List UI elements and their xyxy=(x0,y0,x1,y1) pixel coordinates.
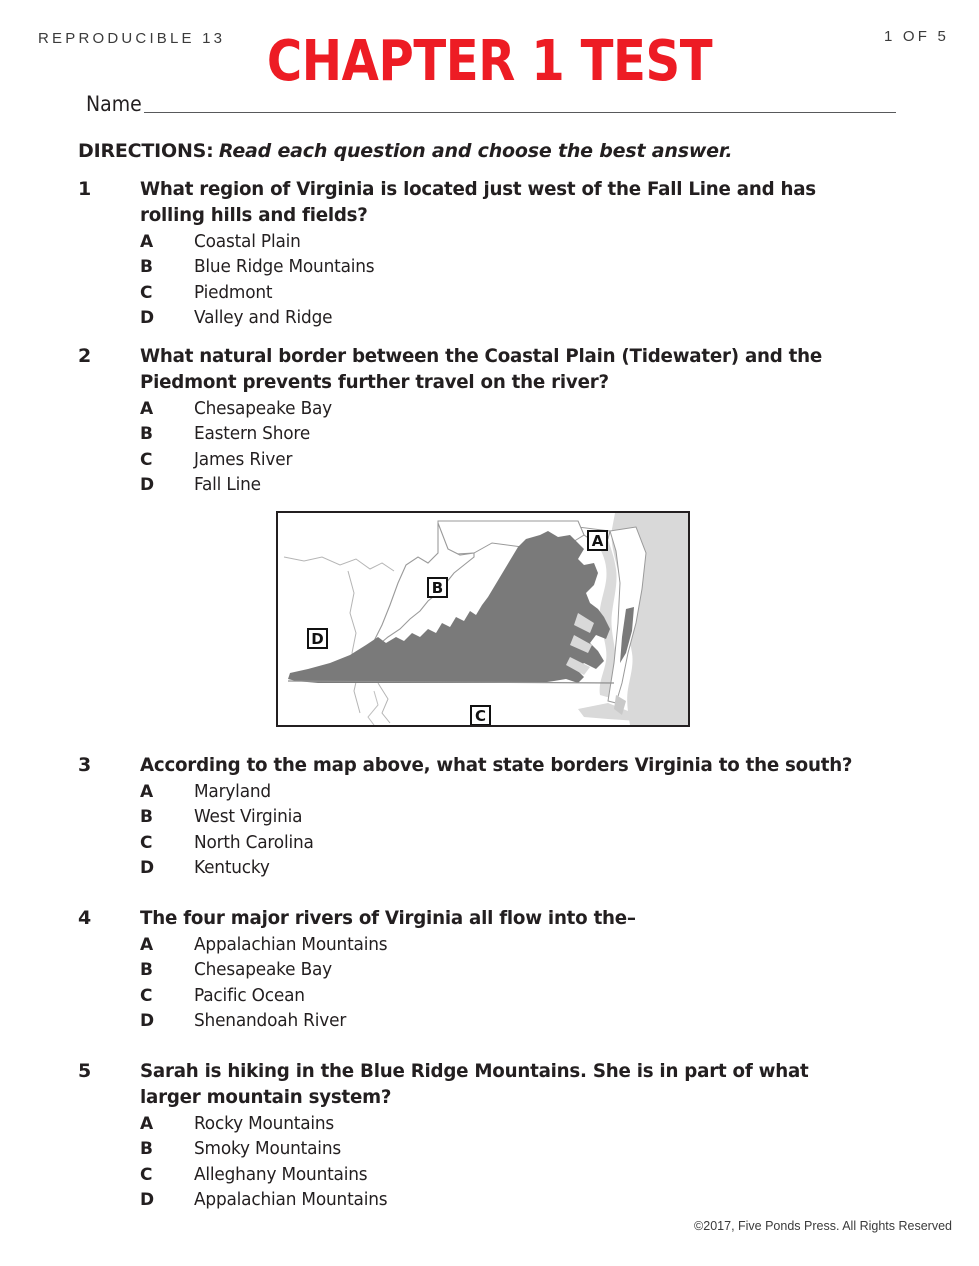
option-letter: D xyxy=(140,858,155,879)
option-letter: B xyxy=(140,424,153,445)
option-text: Valley and Ridge xyxy=(194,307,333,329)
option-text: Maryland xyxy=(194,781,271,802)
option-letter: A xyxy=(140,399,154,419)
answer-option[interactable] xyxy=(78,1010,908,1035)
option-letter: D xyxy=(140,475,155,496)
option-text: James River xyxy=(194,448,293,470)
answer-option[interactable] xyxy=(78,1113,908,1138)
option-letter: A xyxy=(140,935,154,955)
question-number: 5 xyxy=(78,1060,92,1082)
page-header xyxy=(0,0,979,130)
answer-option[interactable] xyxy=(78,1138,908,1163)
answer-option[interactable] xyxy=(78,423,908,448)
option-letter: C xyxy=(140,832,153,853)
option-letter: C xyxy=(140,985,153,1006)
option-letter: A xyxy=(140,1114,154,1134)
option-text: Alleghany Mountains xyxy=(194,1163,368,1185)
question-number: 4 xyxy=(78,907,92,929)
question-header xyxy=(78,752,908,778)
answer-option[interactable] xyxy=(78,256,908,281)
directions-separator: : xyxy=(206,140,214,162)
virginia-map-svg xyxy=(278,513,688,725)
option-text: Appalachian Mountains xyxy=(194,934,388,955)
answer-option[interactable] xyxy=(78,959,908,984)
page-indicator: 1 OF 5 xyxy=(883,28,949,45)
question-number: 2 xyxy=(78,345,92,367)
option-letter: B xyxy=(140,807,153,828)
option-letter: D xyxy=(140,1190,155,1211)
option-letter: C xyxy=(140,449,153,470)
option-letter: C xyxy=(140,1164,153,1185)
directions-text: Read each question and choose the best answer. xyxy=(218,140,733,162)
option-text: Chesapeake Bay xyxy=(194,959,333,981)
option-letter: B xyxy=(140,257,153,278)
option-text: West Virginia xyxy=(194,806,303,828)
answer-options xyxy=(78,781,908,883)
question-number: 3 xyxy=(78,754,92,776)
option-text: North Carolina xyxy=(194,831,314,853)
option-text: Smoky Mountains xyxy=(194,1138,341,1160)
question-text: What natural border between the Coastal Plain (Tidewater) and the Piedmont prevents further travel on the river? xyxy=(140,345,823,393)
option-letter: A xyxy=(140,782,154,802)
option-text: Pacific Ocean xyxy=(194,984,305,1006)
answer-option[interactable] xyxy=(78,449,908,474)
option-text: Kentucky xyxy=(194,857,270,879)
question-number: 1 xyxy=(78,178,92,200)
option-text: Rocky Mountains xyxy=(194,1113,335,1134)
answer-option[interactable] xyxy=(78,934,908,959)
name-field-row xyxy=(86,94,896,115)
answer-options xyxy=(78,231,908,333)
name-label: Name xyxy=(86,92,142,116)
question-text: What region of Virginia is located just west of the Fall Line and has rolling hills and fields? xyxy=(140,178,816,226)
answer-options xyxy=(78,934,908,1036)
option-text: Appalachian Mountains xyxy=(194,1189,388,1211)
question-text: The four major rivers of Virginia all flow into the– xyxy=(140,907,636,929)
option-text: Chesapeake Bay xyxy=(194,398,333,419)
question-4 xyxy=(78,905,908,1036)
option-text: Fall Line xyxy=(194,474,261,496)
question-text: According to the map above, what state borders Virginia to the south? xyxy=(140,754,853,776)
question-header xyxy=(78,343,908,395)
answer-options xyxy=(78,398,908,500)
question-1 xyxy=(78,176,908,333)
question-5 xyxy=(78,1058,908,1215)
answer-option[interactable] xyxy=(78,282,908,307)
answer-option[interactable] xyxy=(78,307,908,332)
answer-option[interactable] xyxy=(78,1164,908,1189)
question-header xyxy=(78,176,908,228)
question-3 xyxy=(78,752,908,883)
answer-option[interactable] xyxy=(78,398,908,423)
answer-option[interactable] xyxy=(78,1189,908,1214)
option-text: Coastal Plain xyxy=(194,231,301,252)
page-title: CHAPTER 1 TEST xyxy=(266,29,713,94)
answer-option[interactable] xyxy=(78,985,908,1010)
answer-option[interactable] xyxy=(78,474,908,499)
map-label-d[interactable]: D xyxy=(307,628,328,649)
option-letter: B xyxy=(140,1139,153,1160)
map-label-c[interactable]: C xyxy=(470,705,491,726)
directions-line xyxy=(78,140,732,163)
directions-label: DIRECTIONS xyxy=(78,140,207,162)
option-text: Shenandoah River xyxy=(194,1010,347,1032)
answer-option[interactable] xyxy=(78,857,908,882)
answer-option[interactable] xyxy=(78,781,908,806)
question-2 xyxy=(78,343,908,500)
answer-option[interactable] xyxy=(78,832,908,857)
option-letter: A xyxy=(140,232,154,252)
question-header xyxy=(78,905,908,931)
virginia-map-figure xyxy=(276,511,690,727)
option-letter: C xyxy=(140,282,153,303)
option-text: Blue Ridge Mountains xyxy=(194,256,375,278)
map-label-a[interactable]: A xyxy=(587,530,608,551)
option-letter: D xyxy=(140,1011,155,1032)
option-text: Eastern Shore xyxy=(194,423,311,445)
name-write-in-line[interactable] xyxy=(144,111,896,113)
question-header xyxy=(78,1058,908,1110)
answer-option[interactable] xyxy=(78,806,908,831)
answer-options xyxy=(78,1113,908,1215)
copyright-footer: ©2017, Five Ponds Press. All Rights Reserved xyxy=(694,1219,952,1233)
reproducible-label: REPRODUCIBLE 13 xyxy=(38,30,226,47)
answer-option[interactable] xyxy=(78,231,908,256)
question-text: Sarah is hiking in the Blue Ridge Mountains. She is in part of what larger mountain system? xyxy=(140,1060,809,1108)
option-letter: D xyxy=(140,308,155,329)
option-letter: B xyxy=(140,960,153,981)
option-text: Piedmont xyxy=(194,281,273,303)
map-label-b[interactable]: B xyxy=(427,577,448,598)
